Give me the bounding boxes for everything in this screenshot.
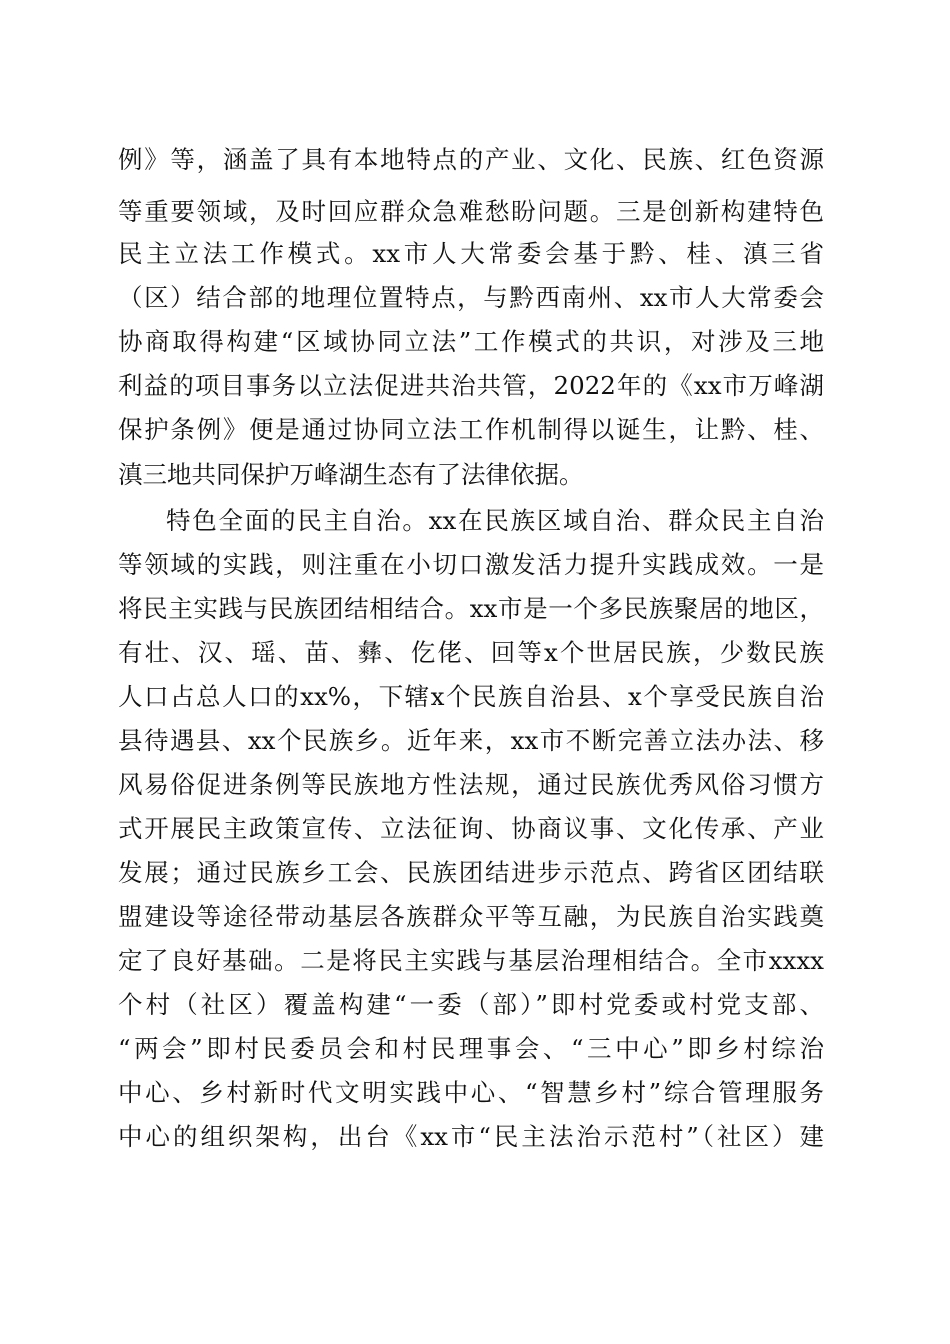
text-line: 利益的项目事务以立法促进共治共管，2022年的《xx市万峰湖 — [118, 371, 824, 400]
text-line: 定了良好基础。二是将民主实践与基层治理相结合。全市xxxx — [118, 946, 824, 975]
text-line: 例》等，涵盖了具有本地特点的产业、文化、民族、红色资源 — [118, 145, 824, 174]
text-line: （区）结合部的地理位置特点，与黔西南州、xx市人大常委会 — [118, 283, 824, 312]
text-line: “两会”即村民委员会和村民理事会、“三中心”即乡村综治 — [118, 1034, 824, 1063]
paragraph-start-line: 特色全面的民主自治。xx在民族区域自治、群众民主自治 — [166, 506, 824, 535]
text-line: 个村（社区）覆盖构建“一委（部）”即村党委或村党支部、 — [118, 990, 824, 1019]
text-line: 盟建设等途径带动基层各族群众平等互融，为民族自治实践奠 — [118, 902, 824, 931]
text-line: 等重要领域，及时回应群众急难愁盼问题。三是创新构建特色 — [118, 197, 824, 226]
text-line: 民主立法工作模式。xx市人大常委会基于黔、桂、滇三省 — [118, 239, 824, 268]
text-line: 有壮、汉、瑶、苗、彝、仡佬、回等x个世居民族，少数民族 — [118, 638, 824, 667]
text-line: 等领域的实践，则注重在小切口激发活力提升实践成效。一是 — [118, 550, 824, 579]
text-line: 中心、乡村新时代文明实践中心、“智慧乡村”综合管理服务 — [118, 1078, 824, 1107]
text-line: 滇三地共同保护万峰湖生态有了法律依据。 — [118, 460, 584, 489]
text-line: 保护条例》便是通过协同立法工作机制得以诞生，让黔、桂、 — [118, 415, 824, 444]
text-line: 式开展民主政策宣传、立法征询、协商议事、文化传承、产业 — [118, 814, 824, 843]
text-line: 中心的组织架构，出台《xx市“民主法治示范村”（社区）建 — [118, 1122, 824, 1151]
text-line: 发展；通过民族乡工会、民族团结进步示范点、跨省区团结联 — [118, 858, 824, 887]
text-line: 将民主实践与民族团结相结合。xx市是一个多民族聚居的地区， — [118, 594, 824, 623]
text-line: 人口占总人口的xx%，下辖x个民族自治县、x个享受民族自治 — [118, 682, 824, 711]
text-line: 协商取得构建“区域协同立法”工作模式的共识，对涉及三地 — [118, 327, 824, 356]
text-line: 县待遇县、xx个民族乡。近年来，xx市不断完善立法办法、移 — [118, 726, 824, 755]
text-line: 风易俗促进条例等民族地方性法规，通过民族优秀风俗习惯方 — [118, 770, 824, 799]
